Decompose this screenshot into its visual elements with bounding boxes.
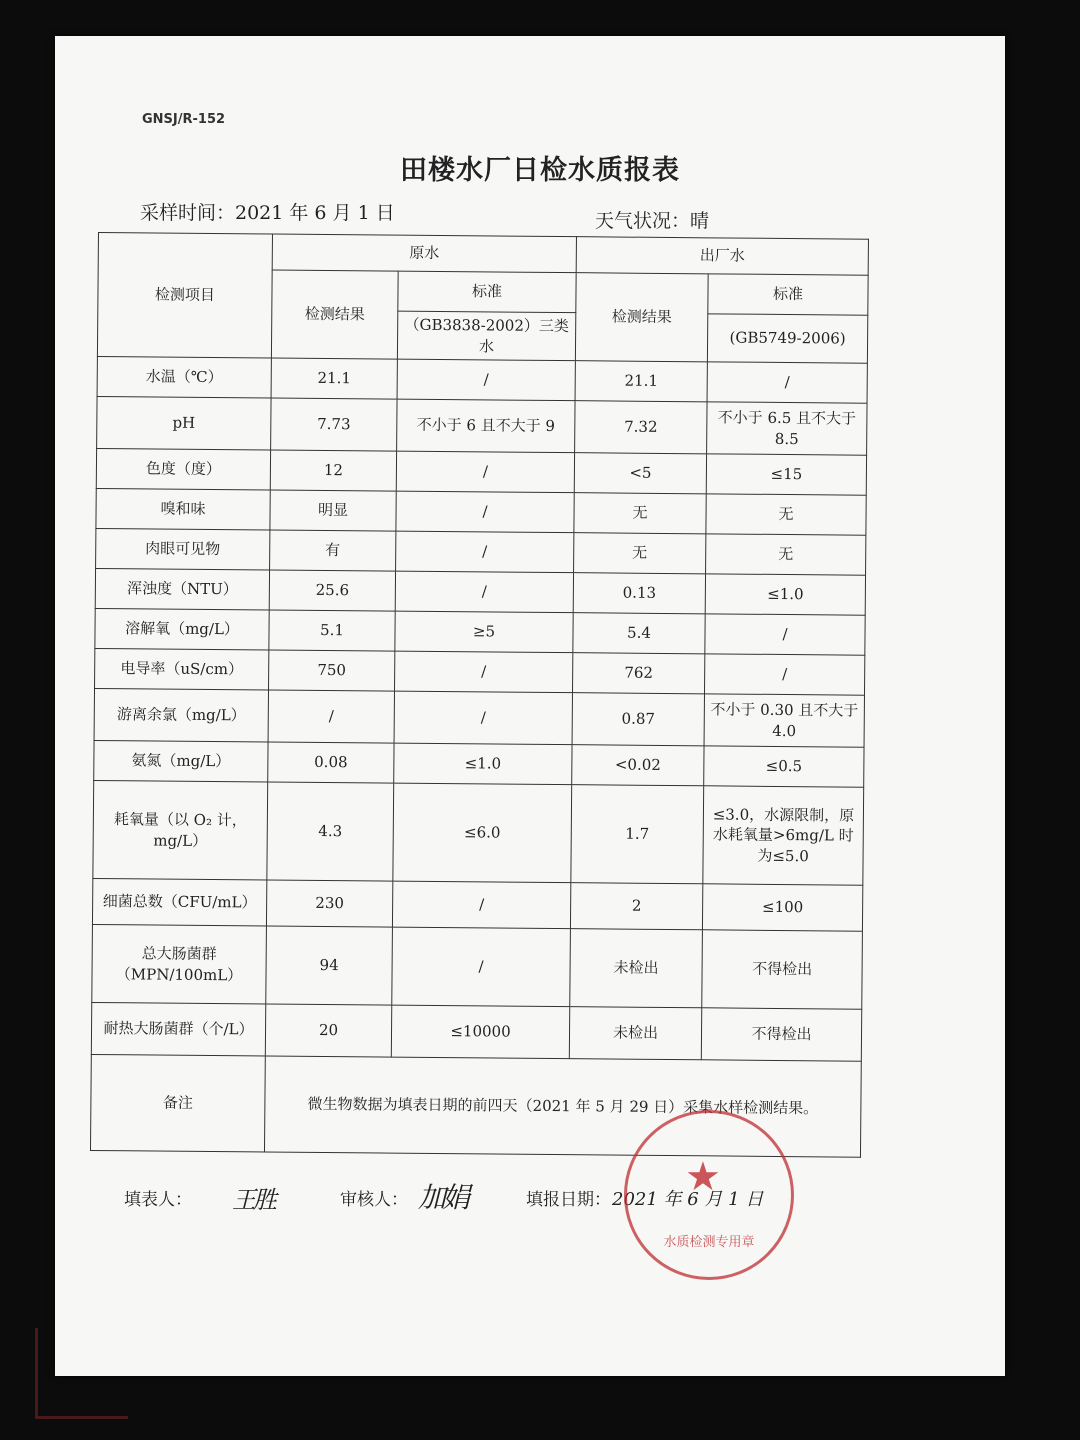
plant-result: 2	[570, 883, 702, 930]
table-row	[91, 1002, 861, 1061]
plant-standard: 无	[706, 494, 866, 535]
raw-standard: ≥5	[395, 611, 573, 653]
raw-result: /	[268, 690, 394, 743]
table-row	[97, 356, 867, 403]
sample-time: 采样时间：2021 年 6 月 1 日	[140, 202, 395, 224]
plant-standard: ≤15	[706, 454, 866, 495]
plant-result: 无	[574, 493, 706, 534]
filler-signature: 王胜	[232, 1186, 274, 1214]
raw-standard: /	[396, 531, 574, 573]
row-item: 细菌总数（CFU/mL）	[92, 878, 266, 926]
table-row	[93, 780, 864, 885]
water-quality-table	[90, 232, 869, 1158]
table-row	[97, 396, 867, 455]
plant-result: 未检出	[569, 1007, 701, 1060]
plant-standard: ≤0.5	[704, 746, 864, 787]
table-row	[96, 488, 866, 535]
plant-result: <0.02	[572, 745, 704, 786]
plant-result: 未检出	[570, 929, 703, 1008]
table-row	[95, 568, 865, 615]
header-raw-standard: 标准	[398, 271, 576, 313]
raw-result: 750	[269, 650, 395, 691]
row-item: 肉眼可见物	[96, 528, 270, 570]
raw-result: 94	[266, 926, 393, 1005]
seal-text: 水质检测专用章	[663, 1235, 755, 1250]
plant-result: 21.1	[575, 361, 707, 402]
raw-standard: ≤1.0	[394, 743, 572, 785]
raw-standard: /	[396, 491, 574, 533]
weather: 天气状况：晴	[595, 210, 710, 232]
plant-standard: /	[705, 614, 865, 655]
header-plant-standard: 标准	[708, 274, 868, 315]
plant-standard: 不小于 6.5 且不大于 8.5	[707, 402, 867, 455]
row-item: 游离余氯（mg/L）	[94, 688, 268, 742]
raw-result: 12	[270, 450, 396, 491]
raw-standard: /	[397, 359, 575, 401]
plant-result: 无	[574, 533, 706, 574]
plant-standard: /	[705, 654, 865, 695]
row-item: 溶解氧（mg/L）	[95, 608, 269, 650]
header-plant-water: 出厂水	[576, 237, 868, 276]
document-title: 田楼水厂日检水质报表	[400, 155, 680, 186]
plant-standard: ≤100	[702, 884, 862, 931]
raw-result: 25.6	[269, 570, 395, 611]
row-item: 色度（度）	[96, 448, 270, 490]
raw-result: 4.3	[267, 782, 394, 881]
raw-standard: ≤10000	[391, 1005, 569, 1059]
raw-standard: /	[392, 927, 571, 1007]
raw-result: 5.1	[269, 610, 395, 651]
document-code: GNSJ/R-152	[142, 112, 226, 127]
row-item: pH	[97, 396, 271, 450]
official-seal	[624, 1110, 794, 1280]
raw-standard: /	[394, 691, 572, 745]
header-plant-standard-ref: (GB5749-2006)	[707, 314, 867, 363]
plant-result: 1.7	[571, 785, 704, 884]
header-raw-result: 检测结果	[271, 270, 398, 359]
header-item: 检测项目	[97, 233, 272, 359]
raw-result: 21.1	[271, 358, 397, 399]
plant-standard: 不得检出	[701, 1008, 861, 1061]
plant-standard: 无	[706, 534, 866, 575]
plant-result: 5.4	[573, 613, 705, 654]
header-raw-water: 原水	[272, 234, 576, 273]
plant-standard: 不得检出	[702, 930, 863, 1009]
plant-result: 0.87	[572, 693, 704, 746]
remark-label: 备注	[90, 1054, 265, 1152]
corner-mark	[35, 1328, 128, 1419]
raw-standard: ≤6.0	[393, 783, 572, 883]
raw-standard: /	[395, 651, 573, 693]
plant-standard: ≤1.0	[705, 574, 865, 615]
date-label: 填报日期：	[526, 1190, 611, 1210]
raw-result: 7.73	[271, 398, 397, 451]
plant-result: <5	[574, 453, 706, 494]
row-item: 浑浊度（NTU）	[95, 568, 269, 610]
plant-result: 0.13	[573, 573, 705, 614]
plant-result: 762	[573, 653, 705, 694]
row-item: 耐热大肠菌群（个/L）	[91, 1002, 265, 1056]
row-item: 电导率（uS/cm）	[95, 648, 269, 690]
row-item: 嗅和味	[96, 488, 270, 530]
table-row	[95, 608, 865, 655]
raw-standard: /	[392, 881, 570, 929]
raw-standard: 不小于 6 且不大于 9	[397, 399, 575, 453]
table-row	[95, 648, 865, 695]
raw-result: 230	[266, 880, 392, 927]
raw-standard: /	[396, 451, 574, 493]
reviewer-signature: 加娟	[418, 1181, 467, 1214]
plant-standard: ≤3.0，水源限制，原水耗氧量>6mg/L 时为≤5.0	[703, 786, 864, 885]
raw-result: 20	[265, 1004, 391, 1057]
filler-label: 填表人：	[124, 1190, 192, 1210]
table-row	[96, 528, 866, 575]
header-raw-standard-ref: （GB3838-2002）三类水	[397, 311, 575, 361]
row-item: 氨氮（mg/L）	[94, 740, 268, 782]
table-row	[94, 688, 864, 747]
reviewer-label: 审核人：	[340, 1190, 408, 1210]
plant-standard: 不小于 0.30 且不大于 4.0	[704, 694, 864, 747]
row-item: 水温（℃）	[97, 356, 271, 398]
star-icon: ★	[685, 1154, 721, 1200]
raw-result: 有	[270, 530, 396, 571]
header-plant-result: 检测结果	[575, 273, 708, 362]
table-row	[92, 924, 863, 1009]
raw-standard: /	[395, 571, 573, 613]
table-row	[96, 448, 866, 495]
plant-result: 7.32	[575, 401, 707, 454]
plant-standard: /	[707, 362, 867, 403]
table-row	[92, 878, 862, 931]
table-row	[94, 740, 864, 787]
report-date: 2021 年 6 月 1 日	[612, 1189, 764, 1210]
raw-result: 明显	[270, 490, 396, 531]
row-item: 总大肠菌群（MPN/100mL）	[92, 924, 267, 1004]
remark-text: 微生物数据为填表日期的前四天（2021 年 5 月 29 日）采集水样检测结果。	[264, 1056, 861, 1157]
raw-result: 0.08	[268, 742, 394, 783]
row-item: 耗氧量（以 O₂ 计，mg/L）	[93, 780, 268, 880]
